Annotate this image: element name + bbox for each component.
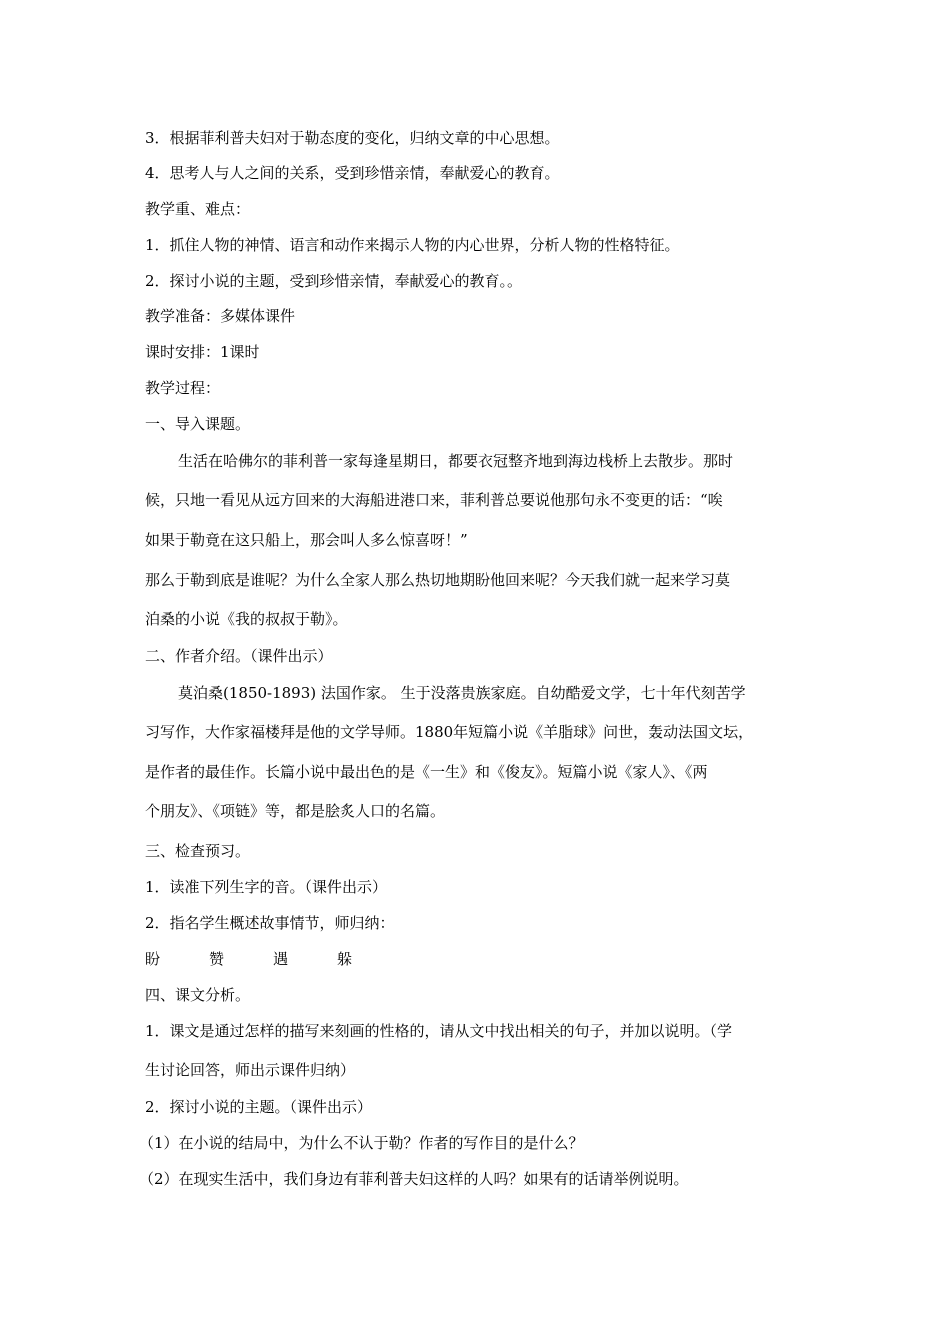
key-points-heading: 教学重、难点： xyxy=(145,200,251,218)
objective-4: 4．思考人与人之间的关系，受到珍惜亲情，奉献爱心的教育。 xyxy=(145,164,560,182)
analysis-item-1-line-2: 生讨论回答，师出示课件归纳） xyxy=(145,1061,356,1079)
intro-paragraph-line-2: 候，只地一看见从远方回来的大海船进港口来，菲利普总要说他那句永不变更的话：“唉 xyxy=(145,491,723,509)
intro-paragraph-line-3: 如果于勒竟在这只船上，那会叫人多么惊喜呀！” xyxy=(145,531,468,549)
preview-item-1: 1．读准下列生字的音。（课件出示） xyxy=(145,878,388,896)
author-paragraph-line-4: 个朋友》、《项链》等，都是脍炙人口的名篇。 xyxy=(145,802,446,820)
question-1: （1）在小说的结局中，为什么不认于勒？作者的写作目的是什么？ xyxy=(139,1134,584,1152)
key-point-2: 2．探讨小说的主题，受到珍惜亲情，奉献爱心的教育。。 xyxy=(145,272,523,290)
section-4-heading: 四、课文分析。 xyxy=(145,986,251,1004)
process-heading: 教学过程： xyxy=(145,379,221,397)
objective-3: 3．根据菲利普夫妇对于勒态度的变化，归纳文章的中心思想。 xyxy=(145,129,560,147)
author-paragraph-line-1: 莫泊桑(1850-1893) 法国作家。 生于没落贵族家庭。自幼酷爱文学，七十年代刻苦学 xyxy=(178,684,746,702)
author-paragraph-line-3: 是作者的最佳作。长篇小说中最出色的是《一生》和《俊友》。短篇小说《家人》、《两 xyxy=(145,763,708,781)
section-1-heading: 一、导入课题。 xyxy=(145,415,251,433)
analysis-item-1-line-1: 1．课文是通过怎样的描写来刻画的性格的，请从文中找出相关的句子，并加以说明。（学 xyxy=(145,1022,733,1040)
intro-paragraph-line-5: 泊桑的小说《我的叔叔于勒》。 xyxy=(145,610,348,628)
analysis-item-2: 2．探讨小说的主题。（课件出示） xyxy=(145,1098,373,1116)
schedule: 课时安排：1课时 xyxy=(145,343,260,361)
character-4: 躲 xyxy=(337,950,353,968)
character-list xyxy=(145,949,825,969)
intro-paragraph-line-1: 生活在哈佛尔的菲利普一家每逢星期日，都要衣冠整齐地到海边栈桥上去散步。那时 xyxy=(178,452,734,470)
character-3: 遇 xyxy=(273,950,289,968)
key-point-1: 1．抓住人物的神情、语言和动作来揭示人物的内心世界，分析人物的性格特征。 xyxy=(145,236,680,254)
preparation: 教学准备：多媒体课件 xyxy=(145,307,296,325)
question-2: （2）在现实生活中，我们身边有菲利普夫妇这样的人吗？如果有的话请举例说明。 xyxy=(139,1170,689,1188)
intro-paragraph-line-4: 那么于勒到底是谁呢？为什么全家人那么热切地期盼他回来呢？今天我们就一起来学习莫 xyxy=(145,571,731,589)
preview-item-2: 2．指名学生概述故事情节，师归纳： xyxy=(145,914,395,932)
character-1: 盼 xyxy=(145,950,161,968)
section-2-heading: 二、作者介绍。（课件出示） xyxy=(145,647,333,665)
section-3-heading: 三、检查预习。 xyxy=(145,842,251,860)
character-2: 赞 xyxy=(209,950,225,968)
author-paragraph-line-2: 习写作，大作家福楼拜是他的文学导师。1880年短篇小说《羊脂球》问世，轰动法国文坛， xyxy=(145,723,754,741)
